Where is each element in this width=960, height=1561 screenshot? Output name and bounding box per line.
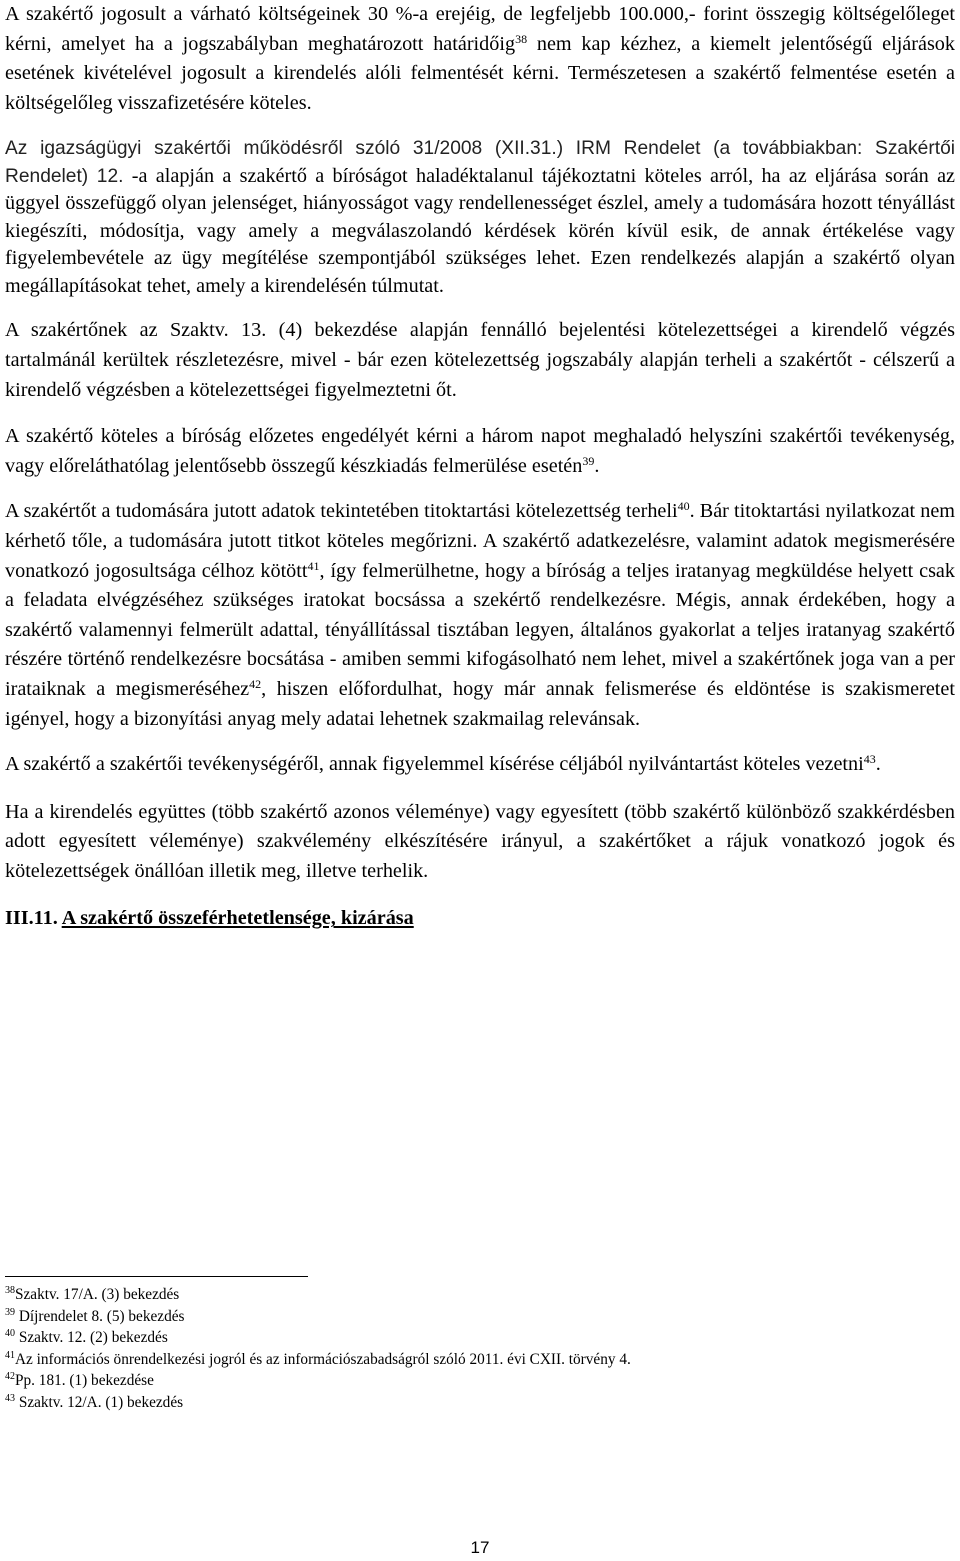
footnote-ref-39[interactable]: 39 — [582, 453, 595, 468]
page-number: 17 — [470, 1538, 490, 1557]
footnote-separator — [5, 1276, 308, 1277]
paragraph-joint-opinion: Ha a kirendelés együttes (több szakértő azonos véleménye) vagy egyesített (több szakértő különböző szakkérdésben adott egyesített véleménye) szakvélemény elkészítésére irányul, a szakértőket a rájuk vonatkozó jogok és kötelezettségek önállóan illetik meg, illetve terhelik. — [5, 800, 955, 882]
paragraph-reporting-obligations: A szakértőnek az Szaktv. 13. (4) bekezdése alapján fennálló bejelentési kötelezettségei a kirendelő végzés tartalmánál kerültek részletezésre, mivel - bár ezen kötelezettség jogszabály alapján terheli a szakértőt - célszerű a kirendelő végzésben a kötelezettségei figyelmeztetni őt. — [5, 319, 955, 401]
paragraph-cost-advance: A szakértő jogosult a várható költségeinek 30 %-a erejéig, de legfeljebb 100.000,- forint összegig költségelőleget kérni, amelyet ha a jogszabályban meghatározott határidőig$^{38}$ nem kap kézhez, a kiemelt jelentőségű eljárások esetének kivételével jogosult a kirendelés alóli felmentését kérni. Természetesen a szakértő felmentése esetén a költségelőleg visszafizetésére köteles. — [5, 3, 955, 114]
footnote-43: $^{43}$ Szaktv. 12/A. (1) bekezdés — [5, 1392, 184, 1411]
footnote-39: $^{39}$ Díjrendelet 8. (5) bekezdés — [5, 1306, 185, 1325]
paragraph-court-permission: A szakértő köteles a bíróság előzetes engedélyét kérni a három napot meghaladó helyszíni szakértői tevékenység, vagy előreláthatólag jelentősebb összegű készkiadás felmerülése esetén$^{39}$. — [5, 425, 955, 477]
paragraph-records: A szakértő a szakértői tevékenységéről, annak figyelemmel kísérése céljából nyilvántartást köteles vezetni$^{43}$. — [5, 752, 881, 776]
footnote-41: $^{41}$Az információs önrendelkezési jogról és az információszabadságról szóló 2011. évi CXII. törvény 4. — [5, 1349, 631, 1368]
section-title: A szakértő összeférhetetlensége, kizárása — [61, 907, 414, 930]
footnote-ref-41[interactable]: 41 — [307, 558, 320, 573]
section-heading — [5, 904, 955, 933]
footnote-40: $^{40}$ Szaktv. 12. (2) bekezdés — [5, 1328, 168, 1347]
paragraph-confidentiality: A szakértőt a tudomására jutott adatok tekintetében titoktartási kötelezettség terheli$^{40}$. Bár titoktartási nyilatkozat nem kérhető tőle, a tudomására jutott titkot köteles megőrizni. A szakértő adatkezelésre, valamint adatok megismerésére vonatkozó jogosultsága célhoz kötött$^{41}$, így felmerülhetne, hogy a bíróság a teljes iratanyag megküldése helyett csak a feladata elvégzéséhez szükséges iratokat bocsássa a szekértő rendelkezésre. Mégis, annak érdekében, hogy a szakértő valamennyi felmerült adattal, tényállítással tisztában legyen, általános gyakorlat a teljes iratanyag szakértő részére történő rendelkezésre bocsátása - amiben semmi kifogásolható nem lehet, mivel a szakértőnek joga van a per irataiknak a megismeréséhez$^{42}$, hiszen előfordulhat, hogy már annak felismerése és eldöntése is szakismeretet igényel, hogy a bizonyítási anyag mely adatai lehetnek szakmailag relevánsak. — [5, 499, 955, 730]
footnote-ref-43[interactable]: 43 — [863, 752, 876, 767]
footnote-ref-40[interactable]: 40 — [677, 499, 690, 514]
footnote-ref-38[interactable]: 38 — [515, 31, 528, 46]
footnote-42: $^{42}$Pp. 181. (1) bekezdése — [5, 1371, 154, 1390]
footnote-ref-42[interactable]: 42 — [249, 676, 262, 691]
body-text — [5, 0, 955, 933]
paragraph-expert-regulation: Az igazságügyi szakértői működésről szóló 31/2008 (XII.31.) IRM Rendelet (a továbbiakban: Szakértői Rendelet) 12. -a alapján a szakértő a bíróságot haladéktalanul tájékoztatni köteles arról, ha az eljárása során az üggyel összefüggő olyan jelenséget, hiányosságot vagy rendellenességet észlel, amely a tudomására hozott tényállást kiegészíti, módosítja, vagy amely a megválaszolandó kérdések körén kívül esik, de annak értékelése vagy figyelembevétele az ügy megítélése szempontjából szükséges lehet. Ezen rendelkezés alapján a szakértő olyan megállapításokat tehet, amely a kirendelésén túlmutat. — [5, 138, 955, 297]
footnote-38: $^{38}$Szaktv. 17/A. (3) bekezdés — [5, 1285, 180, 1303]
footnotes — [5, 1284, 955, 1414]
section-number: III.11. — [5, 907, 58, 930]
